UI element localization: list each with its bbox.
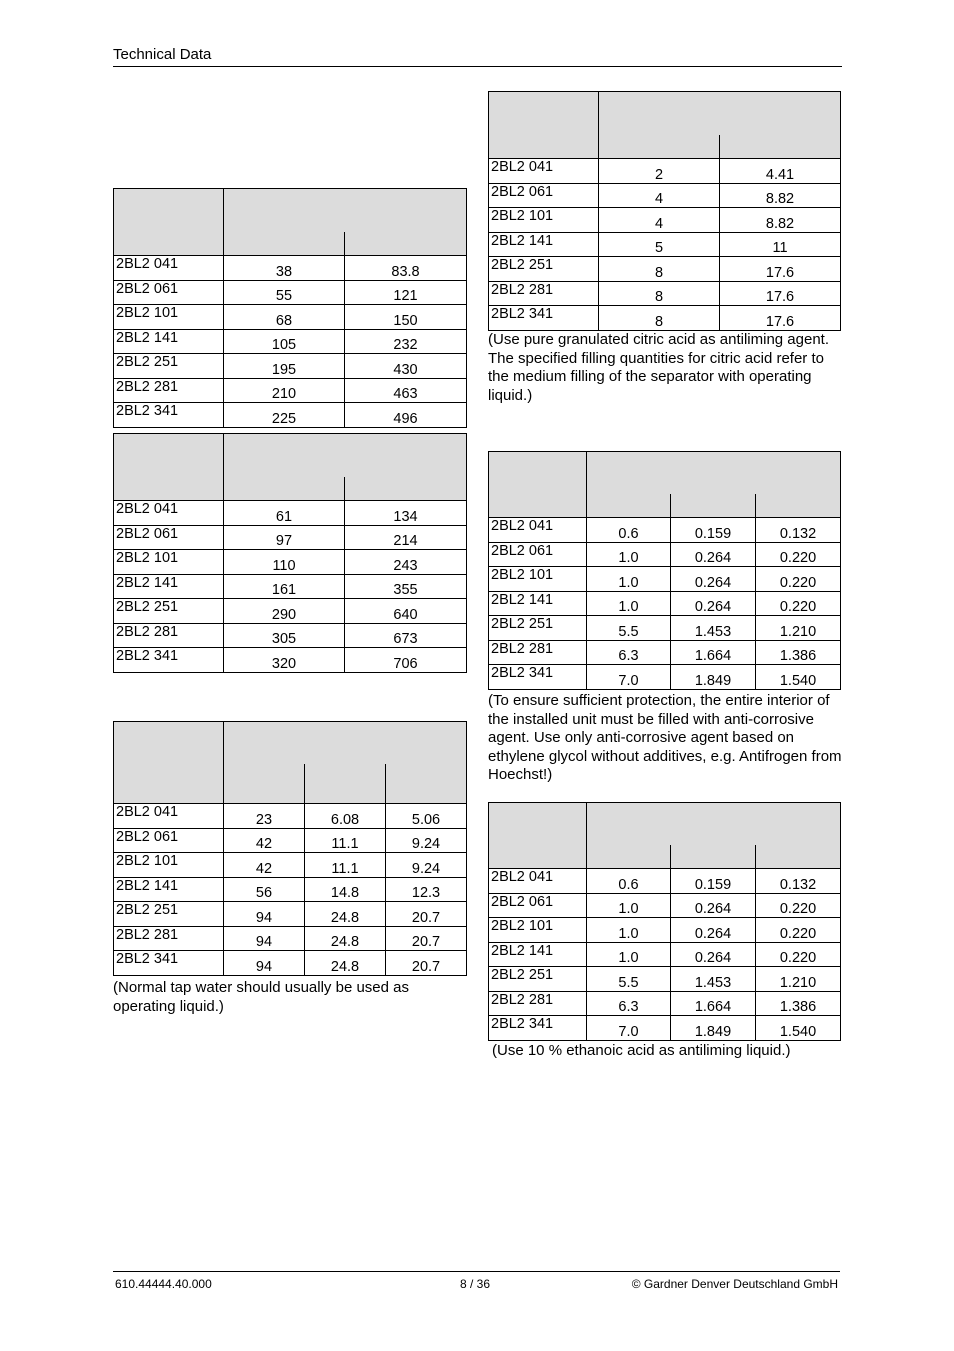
- table-row: [489, 616, 841, 641]
- table-3-body: [114, 804, 467, 976]
- value-cell: 5.5: [587, 616, 671, 641]
- pump-model-cell: 2BL2 251: [489, 257, 599, 282]
- pump-model-cell: 2BL2 141: [489, 942, 587, 967]
- value-cell: 56: [224, 877, 305, 902]
- pump-model-cell: 2BL2 141: [114, 574, 224, 599]
- value-cell: 5: [599, 232, 720, 257]
- value-cell: 20.7: [386, 902, 467, 927]
- pump-model-cell: 2BL2 141: [489, 232, 599, 257]
- table-row: [489, 991, 841, 1016]
- value-cell: 0.264: [671, 567, 756, 592]
- value-cell: 305: [224, 623, 345, 648]
- data-table-3: [113, 721, 467, 976]
- table-row: [114, 902, 467, 927]
- value-cell: 42: [224, 853, 305, 878]
- pump-model-cell: 2BL2 041: [114, 501, 224, 526]
- pump-model-cell: 2BL2 341: [489, 1016, 587, 1041]
- table-row: [489, 183, 841, 208]
- value-cell: 7.0: [587, 1016, 671, 1041]
- value-cell: 673: [345, 623, 467, 648]
- pump-model-cell: 2BL2 251: [114, 902, 224, 927]
- pump-model-cell: 2BL2 041: [114, 256, 224, 281]
- table-row: [114, 951, 467, 976]
- value-cell: 55: [224, 280, 345, 305]
- pump-model-cell: 2BL2 251: [489, 967, 587, 992]
- pump-model-cell: 2BL2 101: [114, 550, 224, 575]
- value-cell: 5.5: [587, 967, 671, 992]
- value-cell: 1.453: [671, 967, 756, 992]
- value-cell: 1.0: [587, 942, 671, 967]
- table-row: [489, 542, 841, 567]
- value-cell: 14.8: [305, 877, 386, 902]
- value-cell: 0.159: [671, 869, 756, 894]
- value-cell: 0.220: [756, 567, 841, 592]
- value-cell: 1.386: [756, 991, 841, 1016]
- value-cell: 38: [224, 256, 345, 281]
- value-cell: 83.8: [345, 256, 467, 281]
- table-1-body: [114, 256, 467, 428]
- pump-model-cell: 2BL2 101: [489, 918, 587, 943]
- value-cell: 9.24: [386, 828, 467, 853]
- table-row: [114, 550, 467, 575]
- value-cell: 11.1: [305, 853, 386, 878]
- value-cell: 0.6: [587, 869, 671, 894]
- data-table-4: [488, 91, 841, 331]
- value-cell: 355: [345, 574, 467, 599]
- value-cell: 232: [345, 329, 467, 354]
- pump-model-cell: 2BL2 061: [114, 828, 224, 853]
- value-cell: 1.210: [756, 616, 841, 641]
- value-cell: 8: [599, 257, 720, 282]
- table-row: [489, 640, 841, 665]
- pump-model-cell: 2BL2 101: [489, 208, 599, 233]
- value-cell: 0.264: [671, 591, 756, 616]
- table-5-note: (To ensure sufficient protection, the entire interior of the installed unit must be filled with anti-corrosive agent. Use only anti-corrosive agent based on ethylene glycol without additives, e.g. Antifrogen from Hoechst!): [488, 692, 842, 783]
- value-cell: 12.3: [386, 877, 467, 902]
- value-cell: 20.7: [386, 951, 467, 976]
- value-cell: 0.264: [671, 918, 756, 943]
- value-cell: 150: [345, 305, 467, 330]
- value-cell: 210: [224, 378, 345, 403]
- value-cell: 1.453: [671, 616, 756, 641]
- value-cell: 0.264: [671, 542, 756, 567]
- table-row: [114, 525, 467, 550]
- table-row: [489, 918, 841, 943]
- value-cell: 1.0: [587, 893, 671, 918]
- value-cell: 24.8: [305, 951, 386, 976]
- value-cell: 4.41: [720, 159, 841, 184]
- value-cell: 24.8: [305, 926, 386, 951]
- value-cell: 0.220: [756, 542, 841, 567]
- value-cell: 6.3: [587, 991, 671, 1016]
- table-row: [489, 281, 841, 306]
- data-table-5: [488, 451, 841, 690]
- pump-model-cell: 2BL2 061: [114, 525, 224, 550]
- table-row: [114, 329, 467, 354]
- footer-rule: [113, 1271, 840, 1272]
- value-cell: 706: [345, 648, 467, 673]
- value-cell: 0.264: [671, 942, 756, 967]
- value-cell: 8: [599, 281, 720, 306]
- value-cell: 17.6: [720, 306, 841, 331]
- data-table-6: [488, 802, 841, 1041]
- pump-model-cell: 2BL2 061: [489, 183, 599, 208]
- value-cell: 20.7: [386, 926, 467, 951]
- pump-model-cell: 2BL2 281: [489, 281, 599, 306]
- value-cell: 195: [224, 354, 345, 379]
- pump-model-cell: 2BL2 341: [114, 648, 224, 673]
- table-row: [114, 926, 467, 951]
- value-cell: 0.132: [756, 518, 841, 543]
- value-cell: 0.220: [756, 893, 841, 918]
- table-row: [114, 828, 467, 853]
- value-cell: 1.0: [587, 567, 671, 592]
- table-row: [489, 893, 841, 918]
- table-row: [489, 208, 841, 233]
- table-row: [489, 942, 841, 967]
- value-cell: 430: [345, 354, 467, 379]
- value-cell: 1.0: [587, 918, 671, 943]
- table-row: [489, 591, 841, 616]
- pump-model-cell: 2BL2 281: [114, 623, 224, 648]
- header-rule: [113, 66, 842, 67]
- pump-model-cell: 2BL2 041: [489, 159, 599, 184]
- value-cell: 24.8: [305, 902, 386, 927]
- footer-page-number: 8 / 36: [460, 1277, 491, 1291]
- value-cell: 68: [224, 305, 345, 330]
- table-5-body: [489, 518, 841, 690]
- pump-model-cell: 2BL2 061: [489, 542, 587, 567]
- pump-model-cell: 2BL2 341: [489, 665, 587, 690]
- value-cell: 105: [224, 329, 345, 354]
- pump-model-cell: 2BL2 281: [114, 926, 224, 951]
- value-cell: 8.82: [720, 208, 841, 233]
- value-cell: 0.220: [756, 942, 841, 967]
- table-row: [114, 877, 467, 902]
- pump-model-cell: 2BL2 251: [489, 616, 587, 641]
- pump-model-cell: 2BL2 101: [114, 305, 224, 330]
- value-cell: 640: [345, 599, 467, 624]
- pump-model-cell: 2BL2 041: [114, 804, 224, 829]
- table-row: [114, 280, 467, 305]
- value-cell: 1.0: [587, 542, 671, 567]
- table-row: [489, 1016, 841, 1041]
- table-6-body: [489, 869, 841, 1041]
- table-row: [114, 623, 467, 648]
- value-cell: 23: [224, 804, 305, 829]
- value-cell: 9.24: [386, 853, 467, 878]
- value-cell: 1.849: [671, 1016, 756, 1041]
- footer-doc-number: 610.44444.40.000: [115, 1277, 212, 1291]
- value-cell: 1.849: [671, 665, 756, 690]
- value-cell: 94: [224, 951, 305, 976]
- table-4-note: (Use pure granulated citric acid as antiliming agent. The specified filling quantities for citric acid refer to the medium filling of the separator with operating liquid.): [488, 331, 830, 404]
- table-row: [114, 378, 467, 403]
- pump-model-cell: 2BL2 281: [489, 640, 587, 665]
- table-row: [114, 305, 467, 330]
- table-row: [114, 574, 467, 599]
- table-row: [489, 869, 841, 894]
- value-cell: 0.220: [756, 591, 841, 616]
- pump-model-cell: 2BL2 251: [114, 599, 224, 624]
- value-cell: 94: [224, 902, 305, 927]
- value-cell: 42: [224, 828, 305, 853]
- value-cell: 214: [345, 525, 467, 550]
- table-row: [114, 804, 467, 829]
- value-cell: 94: [224, 926, 305, 951]
- page-header-title: Technical Data: [113, 46, 212, 63]
- pump-model-cell: 2BL2 281: [114, 378, 224, 403]
- table-row: [489, 306, 841, 331]
- table-row: [489, 665, 841, 690]
- pump-model-cell: 2BL2 141: [114, 877, 224, 902]
- value-cell: 97: [224, 525, 345, 550]
- pump-model-cell: 2BL2 101: [489, 567, 587, 592]
- value-cell: 1.540: [756, 665, 841, 690]
- value-cell: 17.6: [720, 257, 841, 282]
- value-cell: 6.3: [587, 640, 671, 665]
- table-row: [489, 518, 841, 543]
- data-table-2: [113, 433, 467, 673]
- value-cell: 161: [224, 574, 345, 599]
- value-cell: 61: [224, 501, 345, 526]
- value-cell: 1.0: [587, 591, 671, 616]
- value-cell: 0.6: [587, 518, 671, 543]
- pump-model-cell: 2BL2 101: [114, 853, 224, 878]
- value-cell: 1.540: [756, 1016, 841, 1041]
- value-cell: 6.08: [305, 804, 386, 829]
- value-cell: 1.664: [671, 640, 756, 665]
- value-cell: 0.132: [756, 869, 841, 894]
- value-cell: 496: [345, 403, 467, 428]
- pump-model-cell: 2BL2 251: [114, 354, 224, 379]
- pump-model-cell: 2BL2 041: [489, 518, 587, 543]
- table-row: [114, 599, 467, 624]
- value-cell: 4: [599, 208, 720, 233]
- value-cell: 463: [345, 378, 467, 403]
- value-cell: 0.220: [756, 918, 841, 943]
- table-row: [114, 501, 467, 526]
- table-row: [489, 232, 841, 257]
- table-row: [114, 354, 467, 379]
- pump-model-cell: 2BL2 041: [489, 869, 587, 894]
- pump-model-cell: 2BL2 061: [489, 893, 587, 918]
- value-cell: 2: [599, 159, 720, 184]
- pump-model-cell: 2BL2 341: [114, 951, 224, 976]
- value-cell: 1.664: [671, 991, 756, 1016]
- table-3-note: (Normal tap water should usually be used as operating liquid.): [113, 979, 409, 1015]
- value-cell: 110: [224, 550, 345, 575]
- pump-model-cell: 2BL2 341: [114, 403, 224, 428]
- value-cell: 1.386: [756, 640, 841, 665]
- data-table-1: [113, 188, 467, 428]
- value-cell: 0.159: [671, 518, 756, 543]
- value-cell: 121: [345, 280, 467, 305]
- value-cell: 134: [345, 501, 467, 526]
- pump-model-cell: 2BL2 141: [114, 329, 224, 354]
- table-row: [489, 967, 841, 992]
- table-row: [114, 648, 467, 673]
- table-row: [489, 159, 841, 184]
- pump-model-cell: 2BL2 141: [489, 591, 587, 616]
- value-cell: 4: [599, 183, 720, 208]
- value-cell: 225: [224, 403, 345, 428]
- table-6-note: (Use 10 % ethanoic acid as antiliming liquid.): [492, 1042, 791, 1059]
- value-cell: 320: [224, 648, 345, 673]
- value-cell: 8: [599, 306, 720, 331]
- table-row: [114, 256, 467, 281]
- pump-model-cell: 2BL2 281: [489, 991, 587, 1016]
- value-cell: 0.264: [671, 893, 756, 918]
- pump-model-cell: 2BL2 341: [489, 306, 599, 331]
- value-cell: 11: [720, 232, 841, 257]
- table-row: [114, 853, 467, 878]
- value-cell: 243: [345, 550, 467, 575]
- table-row: [489, 257, 841, 282]
- value-cell: 11.1: [305, 828, 386, 853]
- value-cell: 7.0: [587, 665, 671, 690]
- footer-copyright: © Gardner Denver Deutschland GmbH: [631, 1277, 838, 1291]
- table-4-body: [489, 159, 841, 331]
- value-cell: 17.6: [720, 281, 841, 306]
- value-cell: 290: [224, 599, 345, 624]
- pump-model-cell: 2BL2 061: [114, 280, 224, 305]
- table-row: [489, 567, 841, 592]
- table-row: [114, 403, 467, 428]
- table-2-body: [114, 501, 467, 673]
- value-cell: 5.06: [386, 804, 467, 829]
- value-cell: 1.210: [756, 967, 841, 992]
- value-cell: 8.82: [720, 183, 841, 208]
